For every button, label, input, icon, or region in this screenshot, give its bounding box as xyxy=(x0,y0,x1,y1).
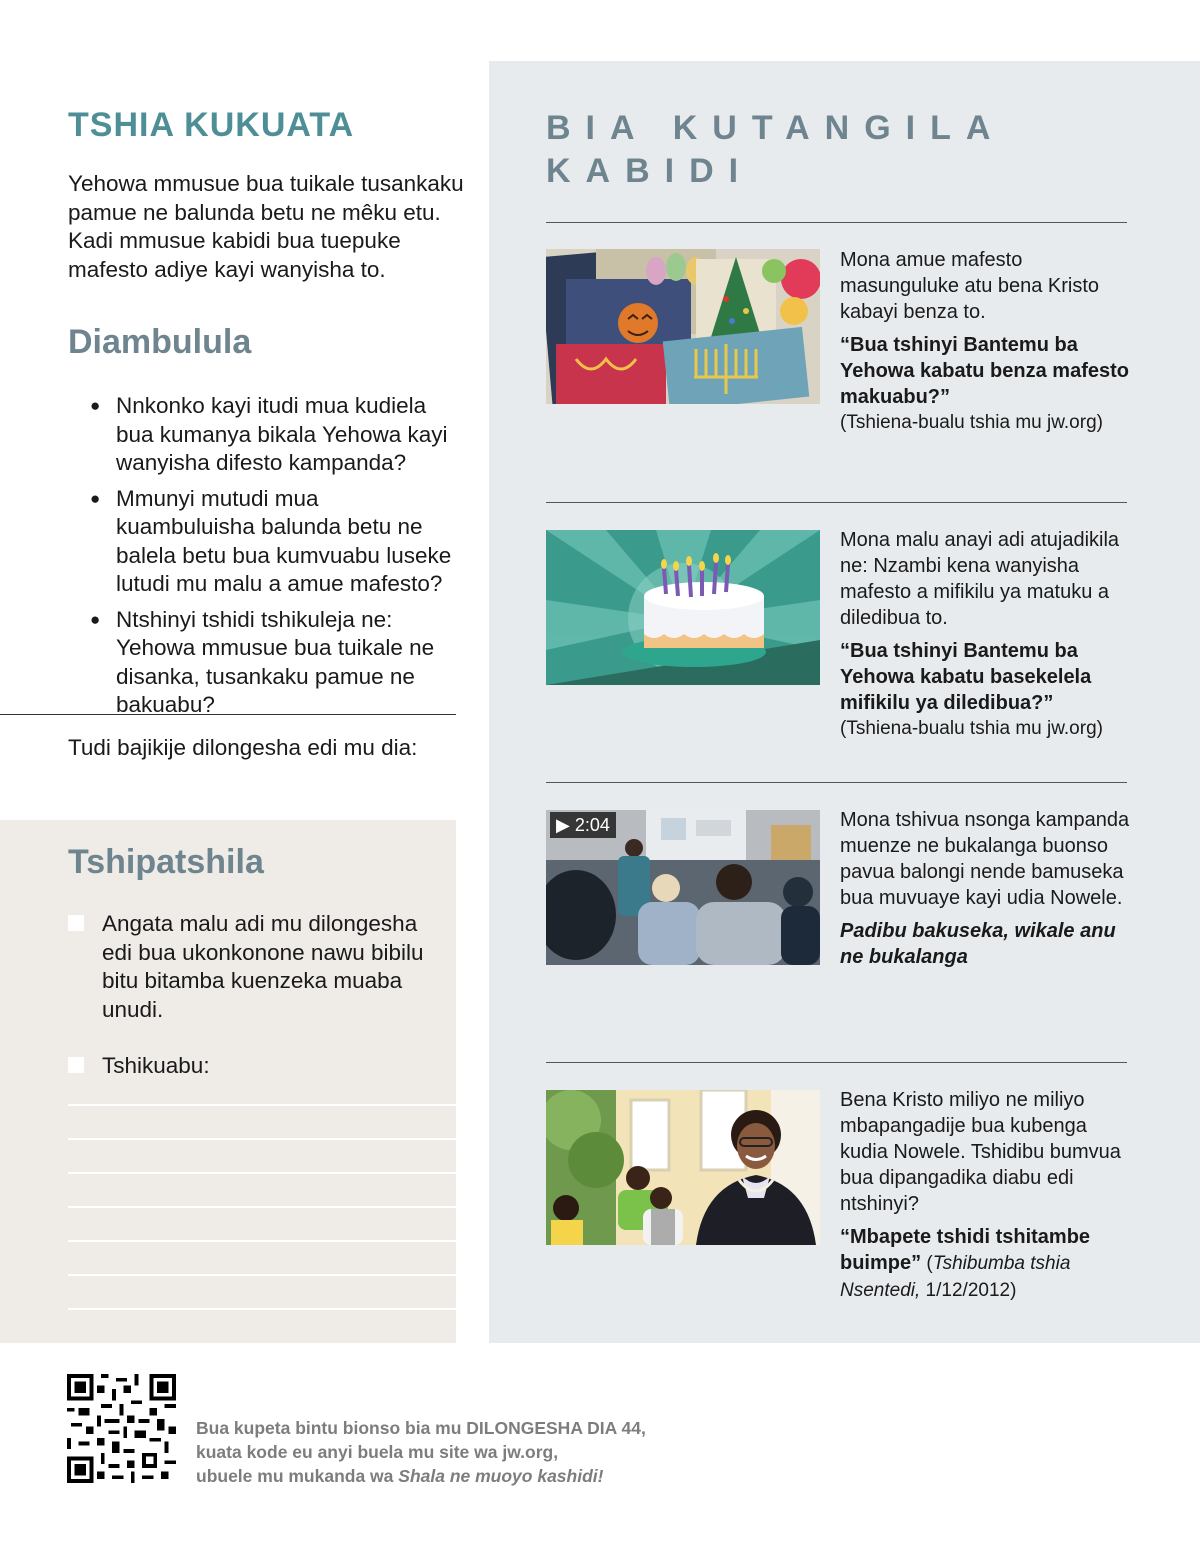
reading-entry xyxy=(840,1087,1130,1304)
review-question: ● Nnkonko kayi itudi mua kudiela bua kumanya bikala Yehowa kayi wanyisha difesto kampanda? xyxy=(90,392,462,478)
play-icon: ▶ xyxy=(556,815,570,835)
goal-item-text: Angata malu adi mu dilongesha edi bua ukonkonone nawu bibilu bitu bitamba kuenzeka muaba unudi. xyxy=(102,911,424,1022)
footer-line: ubuele mu mukanda wa xyxy=(196,1466,399,1486)
entry-description: Mona malu anayi adi atujadikila ne: Nzambi kena wanyisha mafesto a mifikilu ya matuku a diledibua to. xyxy=(840,529,1120,629)
entry-source: (Tshiena-bualu tshia mu jw.org) xyxy=(840,412,1103,433)
section-title-tshia-kukuata: TSHIA KUKUATA xyxy=(68,106,355,144)
other-goal-label: Tshikuabu: xyxy=(102,1053,210,1078)
entry-link-title[interactable]: Padibu bakuseka, wikale anu ne bukalanga xyxy=(840,920,1116,968)
writing-line[interactable] xyxy=(68,1308,456,1310)
section-title-bia-kutangila: BIA KUTANGILA KABIDI xyxy=(546,109,1005,190)
entry-source-publication: Tshibumba tshia Nsentedi, xyxy=(840,1253,1071,1301)
other-goal-checkbox[interactable] xyxy=(68,1057,84,1073)
divider xyxy=(546,222,1127,223)
review-question: ● Mmunyi mutudi mua kuambuluisha balunda betu ne balela betu bua kumvuabu luseke lutudi mu malu a amue mafesto? xyxy=(90,485,462,599)
entry-link-title[interactable]: “Bua tshinyi Bantemu ba Yehowa kabatu benza mafesto makuabu?” xyxy=(840,334,1129,408)
entry-source-prefix: ( xyxy=(921,1253,933,1274)
entry-source: (Tshiena-bualu tshia mu jw.org) xyxy=(840,718,1103,739)
footer-line: kuata kode eu anyi buela mu site wa jw.org, xyxy=(196,1442,559,1462)
goal-box xyxy=(0,820,456,1343)
writing-line[interactable] xyxy=(68,1104,456,1106)
entry-link-title[interactable]: “Mbapete tshidi tshitambe buimpe” xyxy=(840,1226,1091,1274)
smiling-woman-image xyxy=(546,1090,820,1245)
birthday-cake-image xyxy=(546,530,820,685)
reading-entry xyxy=(840,247,1130,436)
entry-description: Mona amue mafesto masunguluke atu bena Kristo kabayi benza to. xyxy=(840,249,1100,323)
entry-source-date: 1/12/2012) xyxy=(920,1280,1017,1301)
divider xyxy=(546,1062,1127,1063)
review-questions-list xyxy=(90,392,462,727)
divider xyxy=(546,782,1127,783)
footer-line: Bua kupeta bintu bionso bia mu DILONGESHA DIA 44, xyxy=(196,1418,646,1438)
divider xyxy=(0,714,456,715)
writing-line[interactable] xyxy=(68,1172,456,1174)
holiday-postcards-image xyxy=(546,249,820,404)
reading-entry xyxy=(840,807,1130,970)
writing-line[interactable] xyxy=(68,1274,456,1276)
goal-checkbox[interactable] xyxy=(68,915,84,931)
writing-line[interactable] xyxy=(68,1240,456,1242)
divider xyxy=(546,502,1127,503)
classroom-video-thumbnail[interactable] xyxy=(546,810,820,965)
footer-note xyxy=(196,1416,646,1488)
reading-entry xyxy=(840,527,1130,742)
entry-description: Mona tshivua nsonga kampanda muenze ne bukalanga buonso pavua balongi nende bamuseka bua muvuaye kayi udia Nowele. xyxy=(840,809,1130,909)
entry-description: Bena Kristo miliyo ne miliyo mbapangadije bua kubenga kudia Nowele. Tshidibu bumvua bua dipangadika diabu edi ntshinyi? xyxy=(840,1089,1121,1215)
review-question: ● Ntshinyi tshidi tshikuleja ne: Yehowa mmusue bua tuikale ne disanka, tusankaku pamue ne bakuabu? xyxy=(90,606,462,720)
writing-line[interactable] xyxy=(68,1138,456,1140)
video-duration-badge xyxy=(550,812,616,838)
completion-date-label: Tudi bajikije dilongesha edi mu dia: xyxy=(68,735,418,760)
qr-code-icon[interactable] xyxy=(67,1374,176,1483)
entry-link-title[interactable]: “Bua tshinyi Bantemu ba Yehowa kabatu basekelela mifikilu ya diledibua?” xyxy=(840,640,1092,714)
section-title-diambulula: Diambulula xyxy=(68,323,252,361)
video-duration: 2:04 xyxy=(574,815,610,835)
intro-paragraph: Yehowa mmusue bua tuikale tusankaku pamue ne balunda betu ne mêku etu. Kadi mmusue kabidi bua tuepuke mafesto adiye kayi wanyisha to. xyxy=(68,171,464,282)
section-title-tshipatshila: Tshipatshila xyxy=(68,843,264,881)
footer-book-title: Shala ne muoyo kashidi! xyxy=(398,1466,604,1486)
writing-line[interactable] xyxy=(68,1206,456,1208)
